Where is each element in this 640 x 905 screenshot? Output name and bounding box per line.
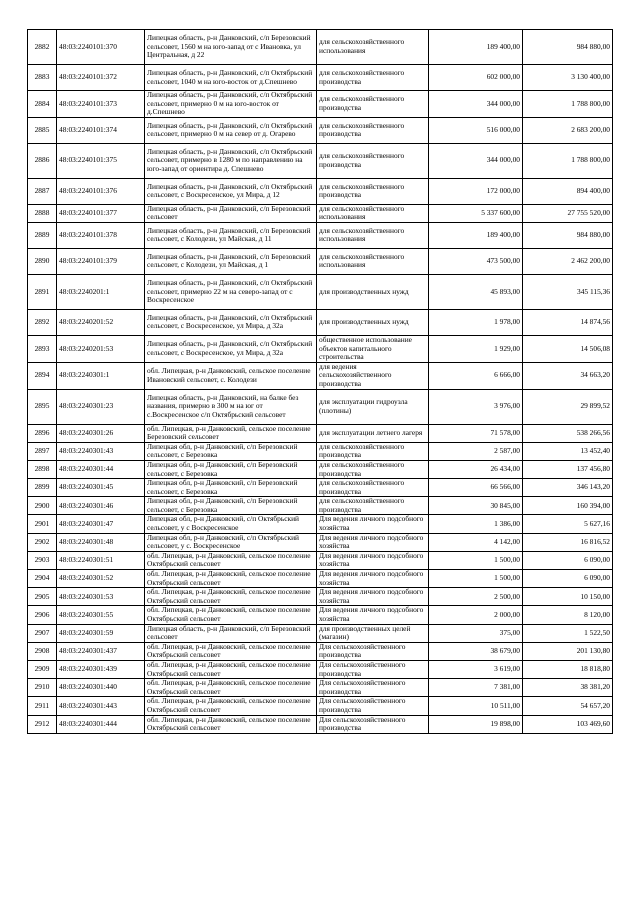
address-cell: обл. Липецкая, р-н Данковский, сельское поселение Октябрьский сельсовет (145, 697, 317, 715)
table-row (28, 697, 613, 715)
table-row (28, 91, 613, 118)
cadastral-value-cell: 5 627,16 (523, 515, 613, 533)
permitted-use-cell: для сельскохозяйственного использования (317, 222, 429, 248)
cadastral-value-cell: 27 755 520,00 (523, 204, 613, 222)
cadastral-number-cell: 48:03:2240101:378 (57, 222, 145, 248)
address-cell: Липецкая обл, р-н Данковский, с/п Октябрьский сельсовет, у с Воскресенское (145, 515, 317, 533)
address-cell: Липецкая область, р-н Данковский, с/п Березовский сельсовет, 1560 м на юго-запад от с Ивановка, ул Центральная, д 22 (145, 30, 317, 65)
permitted-use-cell: Для ведения личного подсобного хозяйства (317, 551, 429, 569)
permitted-use-cell: Для сельскохозяйственного производства (317, 660, 429, 678)
cadastral-number-cell: 48:03:2240301:48 (57, 533, 145, 551)
cadastral-value-cell: 894 400,00 (523, 178, 613, 204)
table-row (28, 204, 613, 222)
area-cell: 2 587,00 (429, 442, 523, 460)
table-row (28, 551, 613, 569)
permitted-use-cell: Для ведения личного подсобного хозяйства (317, 515, 429, 533)
table-row (28, 479, 613, 497)
cadastral-number-cell: 48:03:2240101:372 (57, 65, 145, 91)
cadastral-value-cell: 54 657,20 (523, 697, 613, 715)
area-cell: 1 978,00 (429, 309, 523, 335)
row-number-cell: 2907 (28, 624, 57, 642)
table-row (28, 715, 613, 733)
table-row (28, 335, 613, 362)
table-row (28, 660, 613, 678)
cadastral-value-cell: 1 788 800,00 (523, 143, 613, 178)
table-row (28, 679, 613, 697)
permitted-use-cell: Для ведения личного подсобного хозяйства (317, 533, 429, 551)
table-row (28, 424, 613, 442)
address-cell: Липецкая обл, р-н Данковский, с/п Березовский сельсовет, с Березовка (145, 497, 317, 515)
row-number-cell: 2903 (28, 551, 57, 569)
row-number-cell: 2895 (28, 389, 57, 424)
address-cell: Липецкая область, р-н Данковский, с/п Октябрьский сельсовет, с Воскресенское, ул Мира, д 12 (145, 178, 317, 204)
table-row (28, 309, 613, 335)
cadastral-number-cell: 48:03:2240101:377 (57, 204, 145, 222)
address-cell: Липецкая область, р-н Данковский, с/п Березовский сельсовет (145, 204, 317, 222)
cadastral-number-cell: 48:03:2240201:1 (57, 274, 145, 309)
row-number-cell: 2888 (28, 204, 57, 222)
table-row (28, 570, 613, 588)
cadastral-value-cell: 1 788 800,00 (523, 91, 613, 118)
cadastral-number-cell: 48:03:2240301:440 (57, 679, 145, 697)
area-cell: 3 619,00 (429, 660, 523, 678)
address-cell: обл. Липецкая, р-н Данковский, сельское поселение Октябрьский сельсовет (145, 660, 317, 678)
permitted-use-cell: для ведения сельскохозяйственного производства (317, 362, 429, 389)
row-number-cell: 2883 (28, 65, 57, 91)
cadastral-number-cell: 48:03:2240301:45 (57, 479, 145, 497)
row-number-cell: 2894 (28, 362, 57, 389)
table-row (28, 515, 613, 533)
cadastral-value-cell: 8 120,00 (523, 606, 613, 624)
row-number-cell: 2893 (28, 335, 57, 362)
row-number-cell: 2901 (28, 515, 57, 533)
cadastral-number-cell: 48:03:2240301:44 (57, 460, 145, 478)
address-cell: Липецкая область, р-н Данковский, с/п Октябрьский сельсовет, примерно 22 м на северо-запад от с Воскресенское (145, 274, 317, 309)
address-cell: обл. Липецкая, р-н Данковский, сельское поселение Октябрьский сельсовет (145, 679, 317, 697)
cadastral-number-cell: 48:03:2240301:52 (57, 570, 145, 588)
cadastral-value-cell: 345 115,36 (523, 274, 613, 309)
area-cell: 19 898,00 (429, 715, 523, 733)
row-number-cell: 2886 (28, 143, 57, 178)
row-number-cell: 2897 (28, 442, 57, 460)
table-row (28, 389, 613, 424)
table-row (28, 497, 613, 515)
table-row (28, 143, 613, 178)
cadastral-number-cell: 48:03:2240101:370 (57, 30, 145, 65)
table-row (28, 533, 613, 551)
permitted-use-cell: для эксплуатации гидроузла (плотины) (317, 389, 429, 424)
address-cell: Липецкая область, р-н Данковский, с/п Октябрьский сельсовет, примерно 0 м на юго-восток от д.Спешнево (145, 91, 317, 118)
cadastral-value-cell: 18 818,80 (523, 660, 613, 678)
table-row (28, 248, 613, 274)
address-cell: Липецкая обл, р-н Данковский, с/п Березовский сельсовет, с Березовка (145, 442, 317, 460)
cadastral-number-cell: 48:03:2240301:53 (57, 588, 145, 606)
cadastral-number-cell: 48:03:2240301:1 (57, 362, 145, 389)
area-cell: 344 000,00 (429, 91, 523, 118)
cadastral-number-cell: 48:03:2240301:51 (57, 551, 145, 569)
cadastral-value-cell: 346 143,20 (523, 479, 613, 497)
cadastral-number-cell: 48:03:2240301:23 (57, 389, 145, 424)
cadastral-value-cell: 2 462 200,00 (523, 248, 613, 274)
area-cell: 189 400,00 (429, 222, 523, 248)
cadastral-number-cell: 48:03:2240301:439 (57, 660, 145, 678)
row-number-cell: 2892 (28, 309, 57, 335)
permitted-use-cell: Для сельскохозяйственного производства (317, 697, 429, 715)
cadastral-number-cell: 48:03:2240201:53 (57, 335, 145, 362)
area-cell: 10 511,00 (429, 697, 523, 715)
permitted-use-cell: для сельскохозяйственного производства (317, 460, 429, 478)
cadastral-value-cell: 6 090,00 (523, 570, 613, 588)
area-cell: 172 000,00 (429, 178, 523, 204)
permitted-use-cell: для сельскохозяйственного производства (317, 497, 429, 515)
address-cell: обл. Липецкая, р-н Данковский, сельское поселение Октябрьский сельсовет (145, 551, 317, 569)
cadastral-value-cell: 29 899,52 (523, 389, 613, 424)
row-number-cell: 2889 (28, 222, 57, 248)
cadastral-value-cell: 1 522,50 (523, 624, 613, 642)
permitted-use-cell: Для ведения личного подсобного хозяйства (317, 570, 429, 588)
table-row (28, 442, 613, 460)
area-cell: 602 000,00 (429, 65, 523, 91)
row-number-cell: 2902 (28, 533, 57, 551)
address-cell: Липецкая область, р-н Данковский, с/п Березовский сельсовет, с Колодези, ул Майская, д 1 (145, 248, 317, 274)
row-number-cell: 2898 (28, 460, 57, 478)
permitted-use-cell: для сельскохозяйственного производства (317, 178, 429, 204)
cadastral-value-cell: 14 874,56 (523, 309, 613, 335)
permitted-use-cell: Для ведения личного подсобного хозяйства (317, 606, 429, 624)
table-row (28, 274, 613, 309)
permitted-use-cell: для сельскохозяйственного использования (317, 204, 429, 222)
row-number-cell: 2887 (28, 178, 57, 204)
area-cell: 375,00 (429, 624, 523, 642)
permitted-use-cell: для производственных нужд (317, 309, 429, 335)
row-number-cell: 2899 (28, 479, 57, 497)
row-number-cell: 2904 (28, 570, 57, 588)
area-cell: 4 142,00 (429, 533, 523, 551)
permitted-use-cell: для сельскохозяйственного использования (317, 30, 429, 65)
cadastral-value-cell: 13 452,40 (523, 442, 613, 460)
table-row (28, 362, 613, 389)
row-number-cell: 2900 (28, 497, 57, 515)
cadastral-value-cell: 3 130 400,00 (523, 65, 613, 91)
address-cell: Липецкая область, р-н Данковский, с/п Октябрьский сельсовет, примерно 0 м на север от д. Огарево (145, 117, 317, 143)
cadastral-number-cell: 48:03:2240301:26 (57, 424, 145, 442)
cadastral-value-cell: 2 683 200,00 (523, 117, 613, 143)
table-row (28, 606, 613, 624)
address-cell: Липецкая область, р-н Данковский, с/п Березовский сельсовет (145, 624, 317, 642)
cadastral-number-cell: 48:03:2240101:375 (57, 143, 145, 178)
area-cell: 1 500,00 (429, 551, 523, 569)
area-cell: 6 666,00 (429, 362, 523, 389)
area-cell: 473 500,00 (429, 248, 523, 274)
permitted-use-cell: для эксплуатации летнего лагеря (317, 424, 429, 442)
cadastral-number-cell: 48:03:2240301:444 (57, 715, 145, 733)
row-number-cell: 2884 (28, 91, 57, 118)
cadastral-number-cell: 48:03:2240301:43 (57, 442, 145, 460)
table-row (28, 624, 613, 642)
cadastral-number-cell: 48:03:2240301:443 (57, 697, 145, 715)
row-number-cell: 2896 (28, 424, 57, 442)
table-row (28, 117, 613, 143)
permitted-use-cell: для сельскохозяйственного производства (317, 91, 429, 118)
cadastral-value-cell: 6 090,00 (523, 551, 613, 569)
permitted-use-cell: для сельскохозяйственного производства (317, 479, 429, 497)
cadastral-value-cell: 14 506,08 (523, 335, 613, 362)
cadastral-value-cell: 984 880,00 (523, 222, 613, 248)
area-cell: 1 929,00 (429, 335, 523, 362)
cadastral-number-cell: 48:03:2240101:379 (57, 248, 145, 274)
row-number-cell: 2891 (28, 274, 57, 309)
address-cell: Липецкая область, р-н Данковский, с/п Октябрьский сельсовет, примерно в 1280 м по направлению на юго-запад от ориентира д. Спешнево (145, 143, 317, 178)
address-cell: обл. Липецкая, р-н Данковский, сельское поселение Октябрьский сельсовет (145, 606, 317, 624)
cadastral-number-cell: 48:03:2240301:55 (57, 606, 145, 624)
permitted-use-cell: Для сельскохозяйственного производства (317, 715, 429, 733)
cadastral-value-cell: 34 663,20 (523, 362, 613, 389)
address-cell: Липецкая область, р-н Данковский, на балке без названия, примерно в 300 м на юг от с.Воскресенское с/п Октябрьский сельсовет (145, 389, 317, 424)
cadastral-number-cell: 48:03:2240301:47 (57, 515, 145, 533)
cadastral-value-cell: 137 456,80 (523, 460, 613, 478)
area-cell: 38 679,00 (429, 642, 523, 660)
area-cell: 189 400,00 (429, 30, 523, 65)
area-cell: 5 337 600,00 (429, 204, 523, 222)
cadastral-value-cell: 10 150,00 (523, 588, 613, 606)
address-cell: Липецкая область, р-н Данковский, с/п Березовский сельсовет, с Колодези, ул Майская, д 11 (145, 222, 317, 248)
row-number-cell: 2908 (28, 642, 57, 660)
cadastral-value-cell: 201 130,80 (523, 642, 613, 660)
area-cell: 45 893,00 (429, 274, 523, 309)
cadastral-value-cell: 38 381,20 (523, 679, 613, 697)
cadastral-number-cell: 48:03:2240301:46 (57, 497, 145, 515)
table-row (28, 30, 613, 65)
address-cell: обл. Липецкая, р-н Данковский, сельское поселение Октябрьский сельсовет (145, 715, 317, 733)
area-cell: 71 578,00 (429, 424, 523, 442)
table-row (28, 588, 613, 606)
area-cell: 30 845,00 (429, 497, 523, 515)
permitted-use-cell: Для ведения личного подсобного хозяйства (317, 588, 429, 606)
area-cell: 1 500,00 (429, 570, 523, 588)
address-cell: обл. Липецкая, р-н Данковский, сельское поселение Октябрьский сельсовет (145, 570, 317, 588)
row-number-cell: 2906 (28, 606, 57, 624)
area-cell: 3 976,00 (429, 389, 523, 424)
table-row (28, 65, 613, 91)
cadastral-number-cell: 48:03:2240101:376 (57, 178, 145, 204)
cadastral-number-cell: 48:03:2240201:52 (57, 309, 145, 335)
permitted-use-cell: для сельскохозяйственного производства (317, 442, 429, 460)
permitted-use-cell: для сельскохозяйственного производства (317, 65, 429, 91)
cadastral-value-cell: 16 816,52 (523, 533, 613, 551)
cadastral-number-cell: 48:03:2240301:59 (57, 624, 145, 642)
row-number-cell: 2909 (28, 660, 57, 678)
address-cell: обл. Липецкая, р-н Данковский, сельское поселение Октябрьский сельсовет (145, 642, 317, 660)
table-row (28, 460, 613, 478)
cadastral-number-cell: 48:03:2240301:437 (57, 642, 145, 660)
permitted-use-cell: для производственных нужд (317, 274, 429, 309)
row-number-cell: 2882 (28, 30, 57, 65)
permitted-use-cell: общественное использование объектов капитального строительства (317, 335, 429, 362)
permitted-use-cell: Для сельскохозяйственного производства (317, 642, 429, 660)
permitted-use-cell: для производственных целей (магазин) (317, 624, 429, 642)
address-cell: Липецкая обл, р-н Данковский, с/п Березовский сельсовет, с Березовка (145, 479, 317, 497)
area-cell: 2 000,00 (429, 606, 523, 624)
permitted-use-cell: для сельскохозяйственного использования (317, 248, 429, 274)
table-row (28, 642, 613, 660)
row-number-cell: 2905 (28, 588, 57, 606)
address-cell: Липецкая обл, р-н Данковский, с/п Березовский сельсовет, с Березовка (145, 460, 317, 478)
permitted-use-cell: для сельскохозяйственного производства (317, 143, 429, 178)
land-register-table (27, 29, 613, 734)
table-row (28, 222, 613, 248)
row-number-cell: 2911 (28, 697, 57, 715)
cadastral-number-cell: 48:03:2240101:374 (57, 117, 145, 143)
row-number-cell: 2912 (28, 715, 57, 733)
row-number-cell: 2910 (28, 679, 57, 697)
address-cell: обл. Липецкая, р-н Данковский, сельское поселение Октябрьский сельсовет (145, 588, 317, 606)
row-number-cell: 2885 (28, 117, 57, 143)
permitted-use-cell: Для сельскохозяйственного производства (317, 679, 429, 697)
address-cell: обл. Липецкая, р-н Данковский, сельское поселение Березовский сельсовет (145, 424, 317, 442)
table-row (28, 178, 613, 204)
area-cell: 1 386,00 (429, 515, 523, 533)
area-cell: 7 381,00 (429, 679, 523, 697)
cadastral-number-cell: 48:03:2240101:373 (57, 91, 145, 118)
cadastral-value-cell: 160 394,00 (523, 497, 613, 515)
area-cell: 66 566,00 (429, 479, 523, 497)
table-body (28, 30, 613, 734)
area-cell: 26 434,00 (429, 460, 523, 478)
address-cell: Липецкая обл, р-н Данковский, с/п Октябрьский сельсовет, у с. Воскресенское (145, 533, 317, 551)
cadastral-value-cell: 103 469,60 (523, 715, 613, 733)
cadastral-value-cell: 984 880,00 (523, 30, 613, 65)
permitted-use-cell: для сельскохозяйственного производства (317, 117, 429, 143)
area-cell: 516 000,00 (429, 117, 523, 143)
cadastral-value-cell: 538 266,56 (523, 424, 613, 442)
address-cell: Липецкая область, р-н Данковский, с/п Октябрьский сельсовет, с Воскресенское, ул Мира, д 32а (145, 335, 317, 362)
address-cell: Липецкая область, р-н Данковский, с/п Октябрьский сельсовет, 1040 м на юго-восток от д.Спешнево (145, 65, 317, 91)
address-cell: обл. Липецкая, р-н Данковский, сельское поселение Ивановский сельсовет, с. Колодези (145, 362, 317, 389)
row-number-cell: 2890 (28, 248, 57, 274)
area-cell: 2 500,00 (429, 588, 523, 606)
address-cell: Липецкая область, р-н Данковский, с/п Октябрьский сельсовет, с Воскресенское, ул Мира, д 32а (145, 309, 317, 335)
area-cell: 344 000,00 (429, 143, 523, 178)
